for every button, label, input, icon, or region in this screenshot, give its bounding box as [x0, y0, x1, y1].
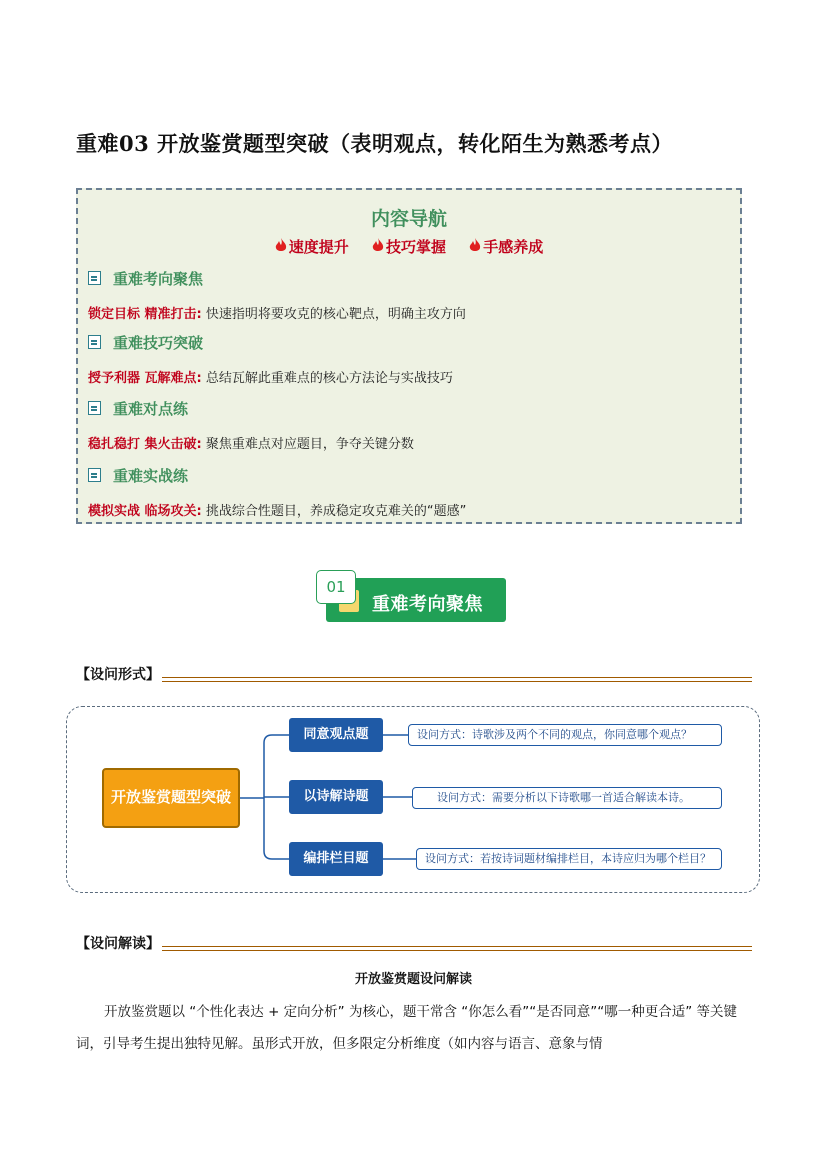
mindmap-root: 开放鉴赏题型突破 [102, 768, 240, 828]
divider [162, 946, 752, 951]
nav-item-focus[interactable]: 重难考向聚焦 [88, 268, 203, 289]
section-label: 重难考向聚焦 [372, 594, 483, 615]
branch-column: 编排栏目题 [289, 842, 383, 876]
tag-skill: 技巧掌握 [372, 236, 446, 257]
branch-agree: 同意观点题 [289, 718, 383, 752]
leaf-column: 设问方式：若按诗词题材编排栏目，本诗应归为哪个栏目？ [416, 848, 722, 870]
section-number: 01 [316, 570, 356, 604]
subtitle: 开放鉴赏题设问解读 [354, 972, 472, 987]
nav-desc-technique: 授予利器 瓦解难点: 总结瓦解此重难点的核心方法论与实战技巧 [88, 371, 453, 386]
leaf-agree: 设问方式：诗歌涉及两个不同的观点，你同意哪个观点？ [408, 724, 722, 746]
tag-speed: 速度提升 [275, 236, 349, 257]
heading-question-form: 【设问形式】 [76, 667, 160, 683]
nav-desc-combat: 模拟实战 临场攻关: 挑战综合性题目，养成稳定攻克难关的“题感” [88, 504, 467, 519]
heading-question-interpretation: 【设问解读】 [76, 936, 160, 952]
nav-item-practice[interactable]: 重难对点练 [88, 398, 188, 419]
branch-poem-interpret: 以诗解诗题 [289, 780, 383, 814]
leaf-poem-interpret: 设问方式：需要分析以下诗歌哪一首适合解读本诗。 [412, 787, 722, 809]
page-title: 重难03 开放鉴赏题型突破（表明观点，转化陌生为熟悉考点） [76, 131, 674, 156]
nav-desc-practice: 稳扎稳打 集火击破: 聚焦重难点对应题目，争夺关键分数 [88, 437, 414, 452]
nav-item-combat[interactable]: 重难实战练 [88, 465, 188, 486]
body-paragraph: 开放鉴赏题以 “个性化表达 + 定向分析” 为核心，题干常含 “你怎么看”“是否同意”“哪一种更合适” 等关键词，引导考生提出独特见解。虽形式开放，但多限定分析维度（如内容与语言、意象与情 [76, 1004, 738, 1052]
tag-feel: 手感养成 [469, 236, 543, 257]
nav-item-technique[interactable]: 重难技巧突破 [88, 332, 203, 353]
nav-desc-focus: 锁定目标 精准打击: 快速指明将要攻克的核心靶点，明确主攻方向 [88, 307, 466, 322]
nav-heading: 内容导航 [370, 208, 447, 230]
